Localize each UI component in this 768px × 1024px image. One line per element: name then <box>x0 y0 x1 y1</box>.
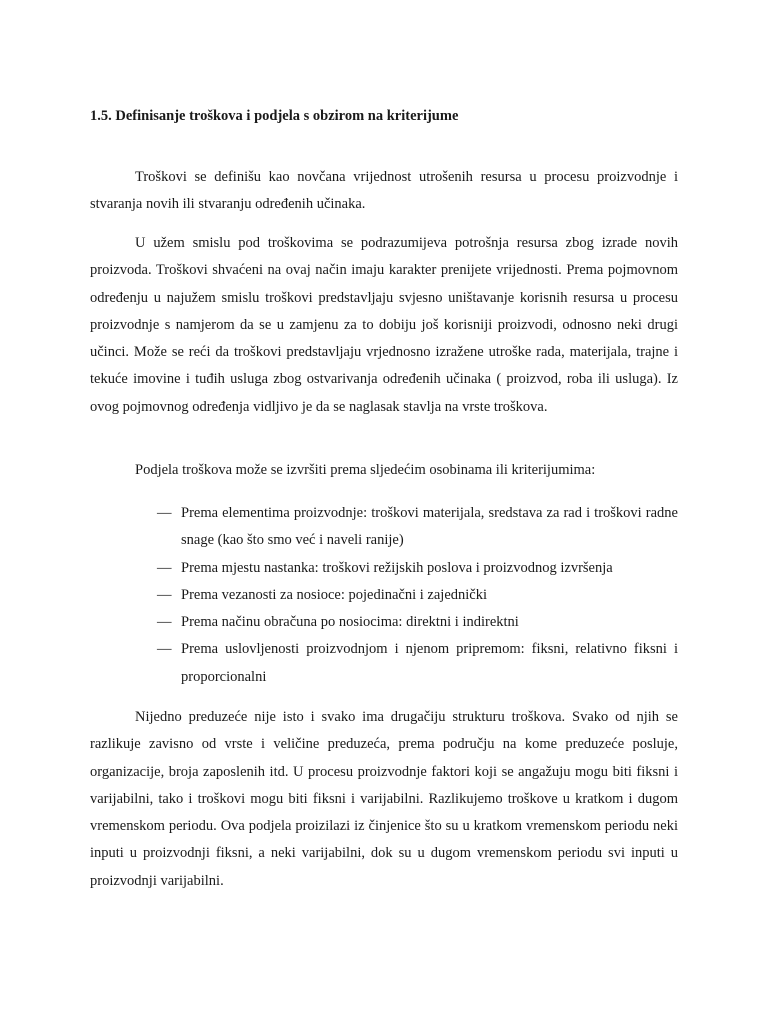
list-item <box>157 636 678 691</box>
section-heading: 1.5. Definisanje troškova i podjela s obzirom na kriterijume <box>90 108 459 124</box>
list-item <box>157 555 678 582</box>
paragraph-narrow-meaning: U užem smislu pod troškovima se podrazumijeva potrošnja resursa zbog izrade novih proizvoda. Troškovi shvaćeni na ovaj način imaju karakter prenijete vrijednosti. Prema pojmovnom određenju u najužem smislu troškovi predstavljaju svjesno uništavanje korisnih resursa u procesu proizvodnje s namjerom da se u zamjenu za to dobiju još korisniji proizvodi, odnosno neki drugi učinci. Može se reći da troškovi predstavljaju vrjednosno izražene utroške rada, materijala, trajne i tekuće imovine i tuđih usluga zbog ostvarivanja određenih učinaka ( proizvod, roba ili usluga). Iz ovog pojmovnog određenja vidljivo je da se naglasak stavlja na vrste troškova. <box>90 235 678 415</box>
list-item-text: Prema načinu obračuna po nosiocima: direktni i indirektni <box>181 614 519 631</box>
paragraph-fixed-variable: Nijedno preduzeće nije isto i svako ima drugačiju strukturu troškova. Svako od njih se razlikuje zavisno od vrste i veličine preduzeća, prema području na kome preduzeće posluje, organizacije, broja zaposlenih itd. U procesu proizvodnje faktori koji se angažuju mogu biti fiksni i varijabilni, tako i troškovi mogu biti fiksni i varijabilni. Razlikujemo troškove u kratkom i dugom vremenskom periodu. Ova podjela proizilazi iz činjenice što su u kratkom vremenskom periodu neki inputi u proizvodnji fiksni, a neki varijabilni, dok su u dugom vremenskom periodu svi inputi u proizvodnji varijabilni. <box>90 709 678 889</box>
list-dash: — <box>157 586 172 603</box>
list-item-text: Prema elementima proizvodnje: troškovi materijala, sredstava za rad i troškovi radne snage (kao što smo već i naveli ranije) <box>181 505 678 549</box>
list-item-text: Prema uslovljenosti proizvodnjom i njenom pripremom: fiksni, relativno fiksni i proporcionalni <box>181 641 678 685</box>
list-dash: — <box>157 559 172 576</box>
paragraph-criteria-intro: Podjela troškova može se izvršiti prema sljedećim osobinama ili kriterijumima: <box>135 462 596 478</box>
list-dash: — <box>157 614 172 631</box>
list-item <box>157 500 678 555</box>
list-dash: — <box>157 641 172 658</box>
list-dash: — <box>157 505 172 521</box>
paragraph-definition: Troškovi se definišu kao novčana vrijednost utrošenih resursa u procesu proizvodnje i stvaranja novih ili stvaranju određenih učinaka. <box>90 169 678 213</box>
criteria-list <box>157 500 678 691</box>
list-item-text: Prema vezanosti za nosioce: pojedinačni i zajednički <box>181 586 487 603</box>
list-item <box>157 609 678 636</box>
list-item <box>157 582 678 609</box>
list-item-text: Prema mjestu nastanka: troškovi režijskih poslova i proizvodnog izvršenja <box>181 559 613 576</box>
